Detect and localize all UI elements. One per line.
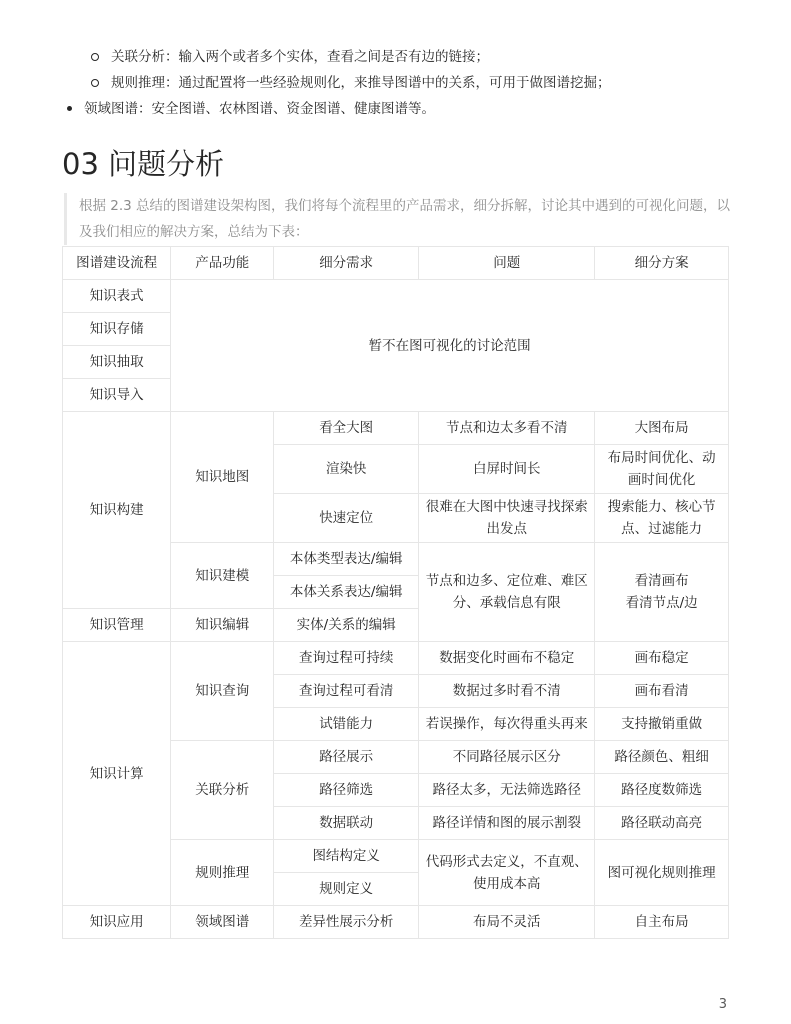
table-row [63, 280, 729, 313]
bullet-text: 领域图谱：安全图谱、农林图谱、资金图谱、健康图谱等。 [84, 101, 435, 117]
table-cell: 若误操作，每次得重头再来 [419, 708, 595, 741]
bullet-text: 关联分析：输入两个或者多个实体，查看之间是否有边的链接； [111, 49, 489, 65]
problem-analysis-table [62, 246, 729, 939]
table-cell: 知识存储 [63, 313, 171, 346]
bullet-association-analysis [111, 47, 489, 67]
table-cell: 白屏时间长 [419, 445, 595, 494]
table-row [63, 412, 729, 445]
table-cell: 领域图谱 [171, 906, 274, 939]
table-cell: 暂不在图可视化的讨论范围 [171, 280, 729, 412]
table-cell: 知识建模 [171, 543, 274, 609]
bullet-rule-reasoning [111, 73, 611, 93]
table-cell: 规则定义 [274, 873, 419, 906]
table-header-cell: 产品功能 [171, 247, 274, 280]
table-cell: 知识查询 [171, 642, 274, 741]
table-cell: 查询过程可看清 [274, 675, 419, 708]
table-cell: 路径筛选 [274, 774, 419, 807]
table-cell: 代码形式去定义，不直观、使用成本高 [419, 840, 595, 906]
table-cell: 路径度数筛选 [595, 774, 729, 807]
table-header-row [63, 247, 729, 280]
table-cell: 很难在大图中快速寻找探索出发点 [419, 494, 595, 543]
table-cell: 试错能力 [274, 708, 419, 741]
table-cell: 节点和边多、定位难、难区分、承载信息有限 [419, 543, 595, 642]
table-cell: 数据联动 [274, 807, 419, 840]
table-cell: 知识抽取 [63, 346, 171, 379]
table-cell: 路径颜色、粗细 [595, 741, 729, 774]
table-cell: 图结构定义 [274, 840, 419, 873]
table-cell: 查询过程可持续 [274, 642, 419, 675]
table-header-cell: 图谱建设流程 [63, 247, 171, 280]
table-cell: 布局不灵活 [419, 906, 595, 939]
table-cell: 布局时间优化、动画时间优化 [595, 445, 729, 494]
table-cell: 知识地图 [171, 412, 274, 543]
table-cell: 知识计算 [63, 642, 171, 906]
table-row [63, 642, 729, 675]
table-cell: 知识管理 [63, 609, 171, 642]
table-cell: 路径展示 [274, 741, 419, 774]
section-heading: 03 问题分析 [62, 147, 225, 181]
table-cell: 快速定位 [274, 494, 419, 543]
table-header-cell: 问题 [419, 247, 595, 280]
table-cell: 画布稳定 [595, 642, 729, 675]
intro-blockquote: 根据 2.3 总结的图谱建设架构图，我们将每个流程里的产品需求，细分拆解，讨论其中遇到的可视化问题，以及我们相应的解决方案，总结为下表： [64, 193, 743, 245]
table-cell: 图可视化规则推理 [595, 840, 729, 906]
table-cell: 节点和边太多看不清 [419, 412, 595, 445]
table-cell: 差异性展示分析 [274, 906, 419, 939]
table-cell: 支持撤销重做 [595, 708, 729, 741]
bullet-domain-graph [84, 99, 435, 119]
table-cell: 数据变化时画布不稳定 [419, 642, 595, 675]
table-cell: 路径详情和图的展示割裂 [419, 807, 595, 840]
hollow-bullet-icon [91, 79, 99, 87]
table-cell: 画布看清 [595, 675, 729, 708]
table-row [63, 906, 729, 939]
table-cell: 关联分析 [171, 741, 274, 840]
table-cell: 不同路径展示区分 [419, 741, 595, 774]
table-cell: 知识编辑 [171, 609, 274, 642]
table-cell: 实体/关系的编辑 [274, 609, 419, 642]
table-cell: 本体类型表达/编辑 [274, 543, 419, 576]
table-cell: 数据过多时看不清 [419, 675, 595, 708]
table-cell: 知识构建 [63, 412, 171, 609]
bullet-text: 规则推理：通过配置将一些经验规则化，来推导图谱中的关系，可用于做图谱挖掘； [111, 75, 611, 91]
table-cell: 搜索能力、核心节点、过滤能力 [595, 494, 729, 543]
table-cell: 本体关系表达/编辑 [274, 576, 419, 609]
table-header-cell: 细分方案 [595, 247, 729, 280]
table-cell: 看清画布 看清节点/边 [595, 543, 729, 642]
table-cell: 渲染快 [274, 445, 419, 494]
table-cell: 路径太多，无法筛选路径 [419, 774, 595, 807]
hollow-bullet-icon [91, 53, 99, 61]
table-cell: 看全大图 [274, 412, 419, 445]
bullet-dot-icon [67, 106, 72, 111]
table-cell: 规则推理 [171, 840, 274, 906]
table-cell: 自主布局 [595, 906, 729, 939]
table-cell: 大图布局 [595, 412, 729, 445]
table-cell: 知识导入 [63, 379, 171, 412]
table-header-cell: 细分需求 [274, 247, 419, 280]
table-cell: 知识表式 [63, 280, 171, 313]
page-number: 3 [718, 997, 727, 1012]
table-cell: 知识应用 [63, 906, 171, 939]
table-cell: 路径联动高亮 [595, 807, 729, 840]
